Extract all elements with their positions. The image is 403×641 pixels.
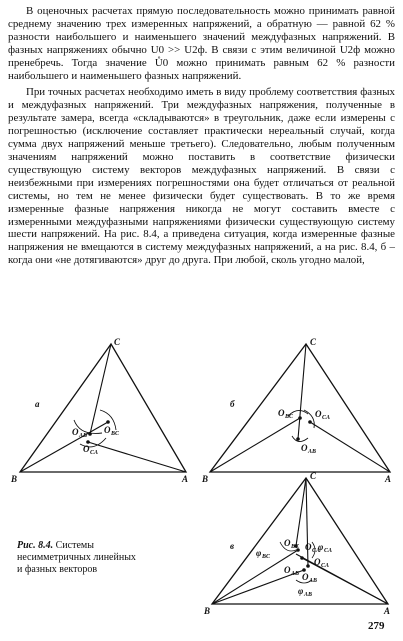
svg-text:φ: φ — [298, 586, 304, 596]
svg-text:O: O — [72, 427, 79, 437]
svg-text:O: O — [104, 425, 111, 435]
figure-panel-a — [8, 334, 198, 484]
paragraph-1: В оценочных расчетах прямую последовательность можно принимать равной среднему значению трех измеренных напряжений, а обратную — равной 62 % разности наибольшего и наименьшего значений междуфазных напряжений. В фазных напряжениях обычно U0 >> U2ф. В связи с этим величиной U2ф можно пренебречь. Тогда значение Ů0 можно принимать равным 62 % разности наибольшего и наименьшего фазных напряжений. — [8, 5, 395, 82]
svg-text:C: C — [310, 471, 317, 481]
svg-text:A: A — [385, 474, 392, 484]
svg-text:O: O — [284, 565, 291, 575]
figure-caption — [17, 540, 142, 576]
svg-text:φ: φ — [318, 542, 324, 552]
svg-text:O: O — [301, 443, 308, 453]
svg-text:CA: CA — [90, 450, 99, 456]
body-text — [8, 5, 395, 267]
svg-text:O: O — [315, 409, 322, 419]
panel-label: б — [230, 399, 235, 409]
page-number: 279 — [368, 620, 385, 632]
svg-text:A: A — [384, 606, 391, 616]
svg-text:CA: CA — [321, 563, 330, 569]
paragraph-2: При точных расчетах необходимо иметь в виду проблему соответствия фазных и междуфазных напряжений. Три междуфазных напряжения, полученные в результате замера, всегда «складываются» в треугольник, даже если измерены с погрешностью (исключение составляет практически нереальный случай, когда сумма двух напряжений меньше третьего). Следовательно, любым полученным значениям напряжений можно поставить в соответствие физически существующую систему векторов междуфазных напряжений. В связи с неизбежными при измерениях погрешностями она будет отличаться от реальной системы, но тем не менее физически будет существовать. В то же время измеренные фазные напряжения никогда не могут составить вместе с измеренными междуфазными напряжениями физически существующую систему шести напряжений. На рис. 8.4, а приведена ситуация, когда измеренные фазные напряжения не вмещаются в систему междуфазных напряжений, а на рис. 8.4, б – когда они «не дотягиваются» друг до друга. При любой, сколь угодно малой, — [8, 86, 395, 267]
svg-text:B: B — [202, 474, 209, 484]
svg-text:AB: AB — [308, 449, 317, 455]
vertex-c-label: C — [114, 337, 121, 347]
svg-text:CA: CA — [312, 548, 321, 554]
svg-text:φ: φ — [256, 548, 262, 558]
svg-text:AB: AB — [79, 433, 88, 439]
figure-panel-b — [200, 334, 400, 484]
caption-text: Системы несимметричных линейных и фазных векторов — [17, 540, 136, 575]
panel-label: а — [35, 399, 40, 409]
panel-label: в — [230, 541, 235, 551]
vertex-b-label: B — [11, 474, 18, 484]
svg-text:BC: BC — [285, 414, 294, 420]
svg-text:O: O — [278, 408, 285, 418]
svg-text:B: B — [204, 606, 211, 616]
svg-text:O: O — [314, 557, 321, 567]
svg-text:AB: AB — [309, 578, 318, 584]
svg-text:BC: BC — [262, 554, 271, 560]
svg-text:O: O — [284, 538, 291, 548]
svg-text:O: O — [305, 542, 312, 552]
figure-panel-c — [200, 470, 400, 618]
svg-text:C: C — [310, 337, 317, 347]
caption-label: Рис. 8.4. — [17, 540, 54, 551]
svg-text:CA: CA — [324, 548, 333, 554]
svg-text:BC: BC — [111, 431, 120, 437]
svg-text:BC: BC — [291, 544, 300, 550]
svg-text:O: O — [83, 444, 90, 454]
svg-text:O: O — [302, 572, 309, 582]
svg-text:AB: AB — [291, 571, 300, 577]
vertex-a-label: A — [182, 474, 189, 484]
svg-text:AB: AB — [304, 592, 313, 598]
svg-text:CA: CA — [322, 415, 331, 421]
